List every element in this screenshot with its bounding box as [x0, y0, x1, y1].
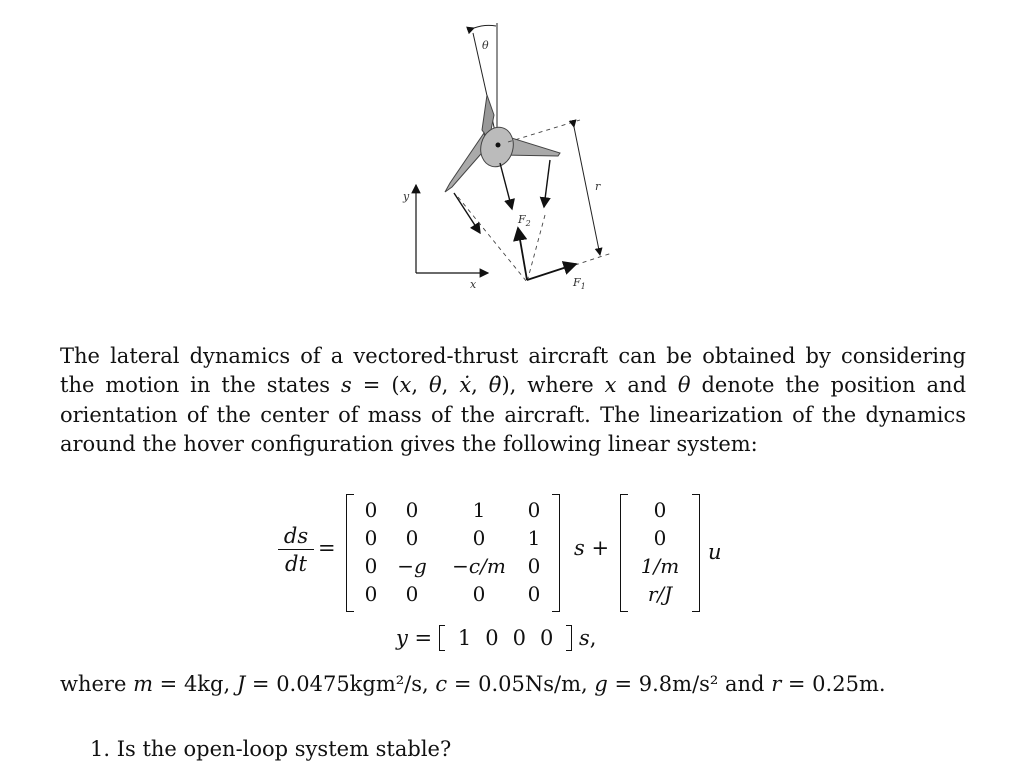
a-cell: 0 — [527, 498, 541, 522]
a-cell: 1 — [472, 498, 486, 522]
a-cell: 0 — [364, 526, 378, 550]
b-cell: 0 — [653, 526, 667, 550]
question-1: 1. Is the open-loop system stable? — [90, 737, 452, 761]
ds-dt-fraction — [278, 523, 314, 578]
b-vector-right-bracket — [692, 494, 700, 612]
center-thrust-arrow — [500, 163, 512, 209]
left-wing — [445, 133, 487, 192]
aircraft-figure — [390, 15, 640, 300]
state-equation — [270, 490, 770, 620]
dashed-top-extension — [508, 120, 580, 142]
a-matrix-right-bracket — [552, 494, 560, 612]
a-cell: 0 — [472, 582, 486, 606]
a-cell: 0 — [364, 554, 378, 578]
right-thrust-arrow — [544, 160, 550, 207]
a-cell: 0 — [472, 526, 486, 550]
a-cell: 0 — [405, 498, 419, 522]
r-label: r — [595, 180, 601, 193]
dashed-bottom-extension — [575, 253, 612, 265]
parameter-line: where m = 4kg, J = 0.0475kgm²/s, c = 0.05Ns/m, g = 9.8m/s² and r = 0.25m. — [60, 672, 886, 696]
fraction-numerator: ds — [278, 523, 314, 550]
c-entry: 1 — [457, 626, 472, 650]
left-thrust-arrow — [454, 193, 480, 233]
f2-label: $F_2$ — [518, 213, 531, 228]
a-cell: 0 — [364, 582, 378, 606]
input-u: u — [708, 540, 722, 564]
output-equation: y = 1 0 0 0 s, — [396, 626, 597, 650]
b-cell: 1/m — [640, 554, 680, 578]
a-cell: 0 — [527, 554, 541, 578]
fraction-denominator: dt — [285, 552, 307, 576]
theta-arc — [474, 25, 496, 28]
a-cell: 0 — [527, 582, 541, 606]
b-cell: 0 — [653, 498, 667, 522]
s-plus: s + — [574, 536, 610, 560]
center-of-mass-dot — [496, 143, 501, 148]
c-entry: 0 — [539, 626, 554, 650]
a-cell: 1 — [527, 526, 541, 550]
a-cell: 0 — [405, 526, 419, 550]
a-cell: −g — [397, 554, 427, 578]
y-axis-label: y — [403, 190, 410, 203]
c-entry: 0 — [512, 626, 526, 650]
b-cell: r/J — [647, 582, 673, 606]
c-entry: 0 — [485, 626, 499, 650]
a-cell: −c/m — [452, 554, 506, 578]
theta-label: θ — [482, 39, 489, 52]
intro-paragraph: The lateral dynamics of a vectored-thrust aircraft can be obtained by considering the motion in the states s = (x, θ, ẋ, θ̇), where x and θ denote the position and orientation of the center of mass of the aircraft. The linearization of the dynamics around the hover configuration gives the following linear system: — [60, 344, 967, 456]
a-cell: 0 — [364, 498, 378, 522]
dashed-axis-left — [458, 197, 527, 282]
a-cell: 0 — [405, 582, 419, 606]
equals-sign: = — [318, 536, 336, 560]
f1-label: $F_1$ — [573, 276, 586, 291]
f1-vector — [527, 264, 576, 280]
x-axis-label: x — [470, 278, 477, 291]
